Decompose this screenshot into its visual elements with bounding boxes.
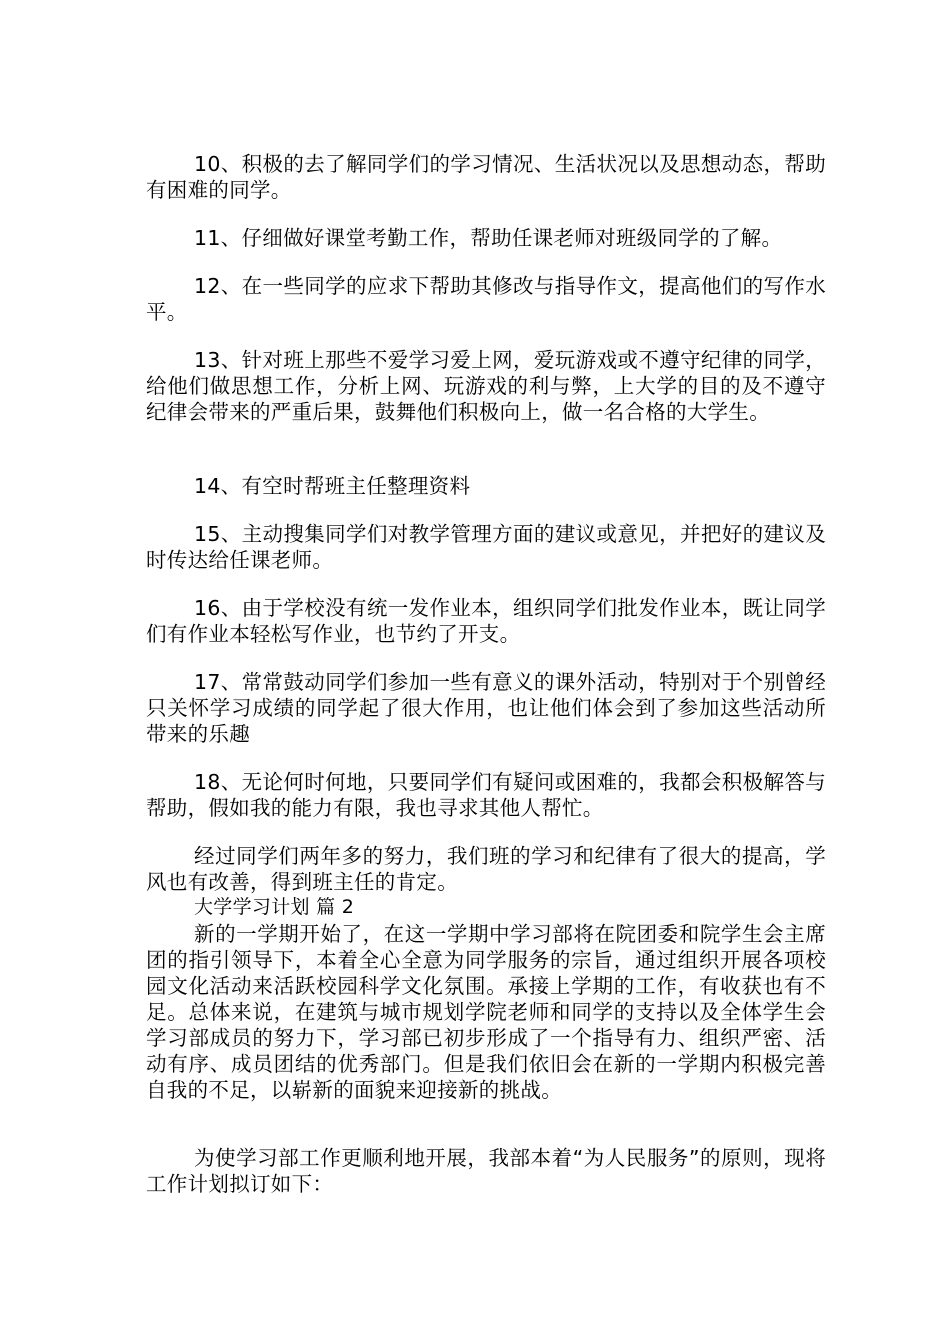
summary-paragraph: 经过同学们两年多的努力，我们班的学习和纪律有了很大的提高，学风也有改善，得到班主任的肯定。 bbox=[146, 844, 826, 894]
paragraph-item-17: 17、常常鼓动同学们参加一些有意义的课外活动，特别对于个别曾经只关怀学习成绩的同学起了很大作用，也让他们体会到了参加这些活动所带来的乐趣 bbox=[146, 670, 826, 746]
paragraph-item-15: 15、主动搜集同学们对教学管理方面的建议或意见，并把好的建议及时传达给任课老师。 bbox=[146, 522, 826, 572]
section-plan-paragraph: 为使学习部工作更顺利地开展，我部本着“为人民服务”的原则，现将工作计划拟订如下： bbox=[146, 1146, 826, 1196]
paragraph-item-13: 13、针对班上那些不爱学习爱上网，爱玩游戏或不遵守纪律的同学，给他们做思想工作，分析上网、玩游戏的利与弊，上大学的目的及不遵守纪律会带来的严重后果，鼓舞他们积极向上，做一名合格的大学生。 bbox=[146, 348, 826, 424]
paragraph-item-10: 10、积极的去了解同学们的学习情况、生活状况以及思想动态，帮助有困难的同学。 bbox=[146, 152, 826, 202]
paragraph-item-11: 11、仔细做好课堂考勤工作，帮助任课老师对班级同学的了解。 bbox=[194, 226, 783, 250]
paragraph-item-16: 16、由于学校没有统一发作业本，组织同学们批发作业本，既让同学们有作业本轻松写作业，也节约了开支。 bbox=[146, 596, 826, 646]
paragraph-item-12: 12、在一些同学的应求下帮助其修改与指导作文，提高他们的写作水平。 bbox=[146, 274, 826, 324]
section-intro-paragraph: 新的一学期开始了，在这一学期中学习部将在院团委和院学生会主席团的指引领导下，本着全心全意为同学服务的宗旨，通过组织开展各项校园文化活动来活跃校园科学文化氛围。承接上学期的工作，有收获也有不足。总体来说，在建筑与城市规划学院老师和同学的支持以及全体学生会学习部成员的努力下，学习部已初步形成了一个指导有力、组织严密、活动有序、成员团结的优秀部门。但是我们依旧会在新的一学期内积极完善自我的不足，以崭新的面貌来迎接新的挑战。 bbox=[146, 922, 826, 1102]
paragraph-item-14: 14、有空时帮班主任整理资料 bbox=[194, 474, 471, 498]
paragraph-item-18: 18、无论何时何地，只要同学们有疑问或困难的，我都会积极解答与帮助，假如我的能力有限，我也寻求其他人帮忙。 bbox=[146, 770, 826, 820]
section-heading: 大学学习计划 篇 2 bbox=[194, 896, 355, 918]
